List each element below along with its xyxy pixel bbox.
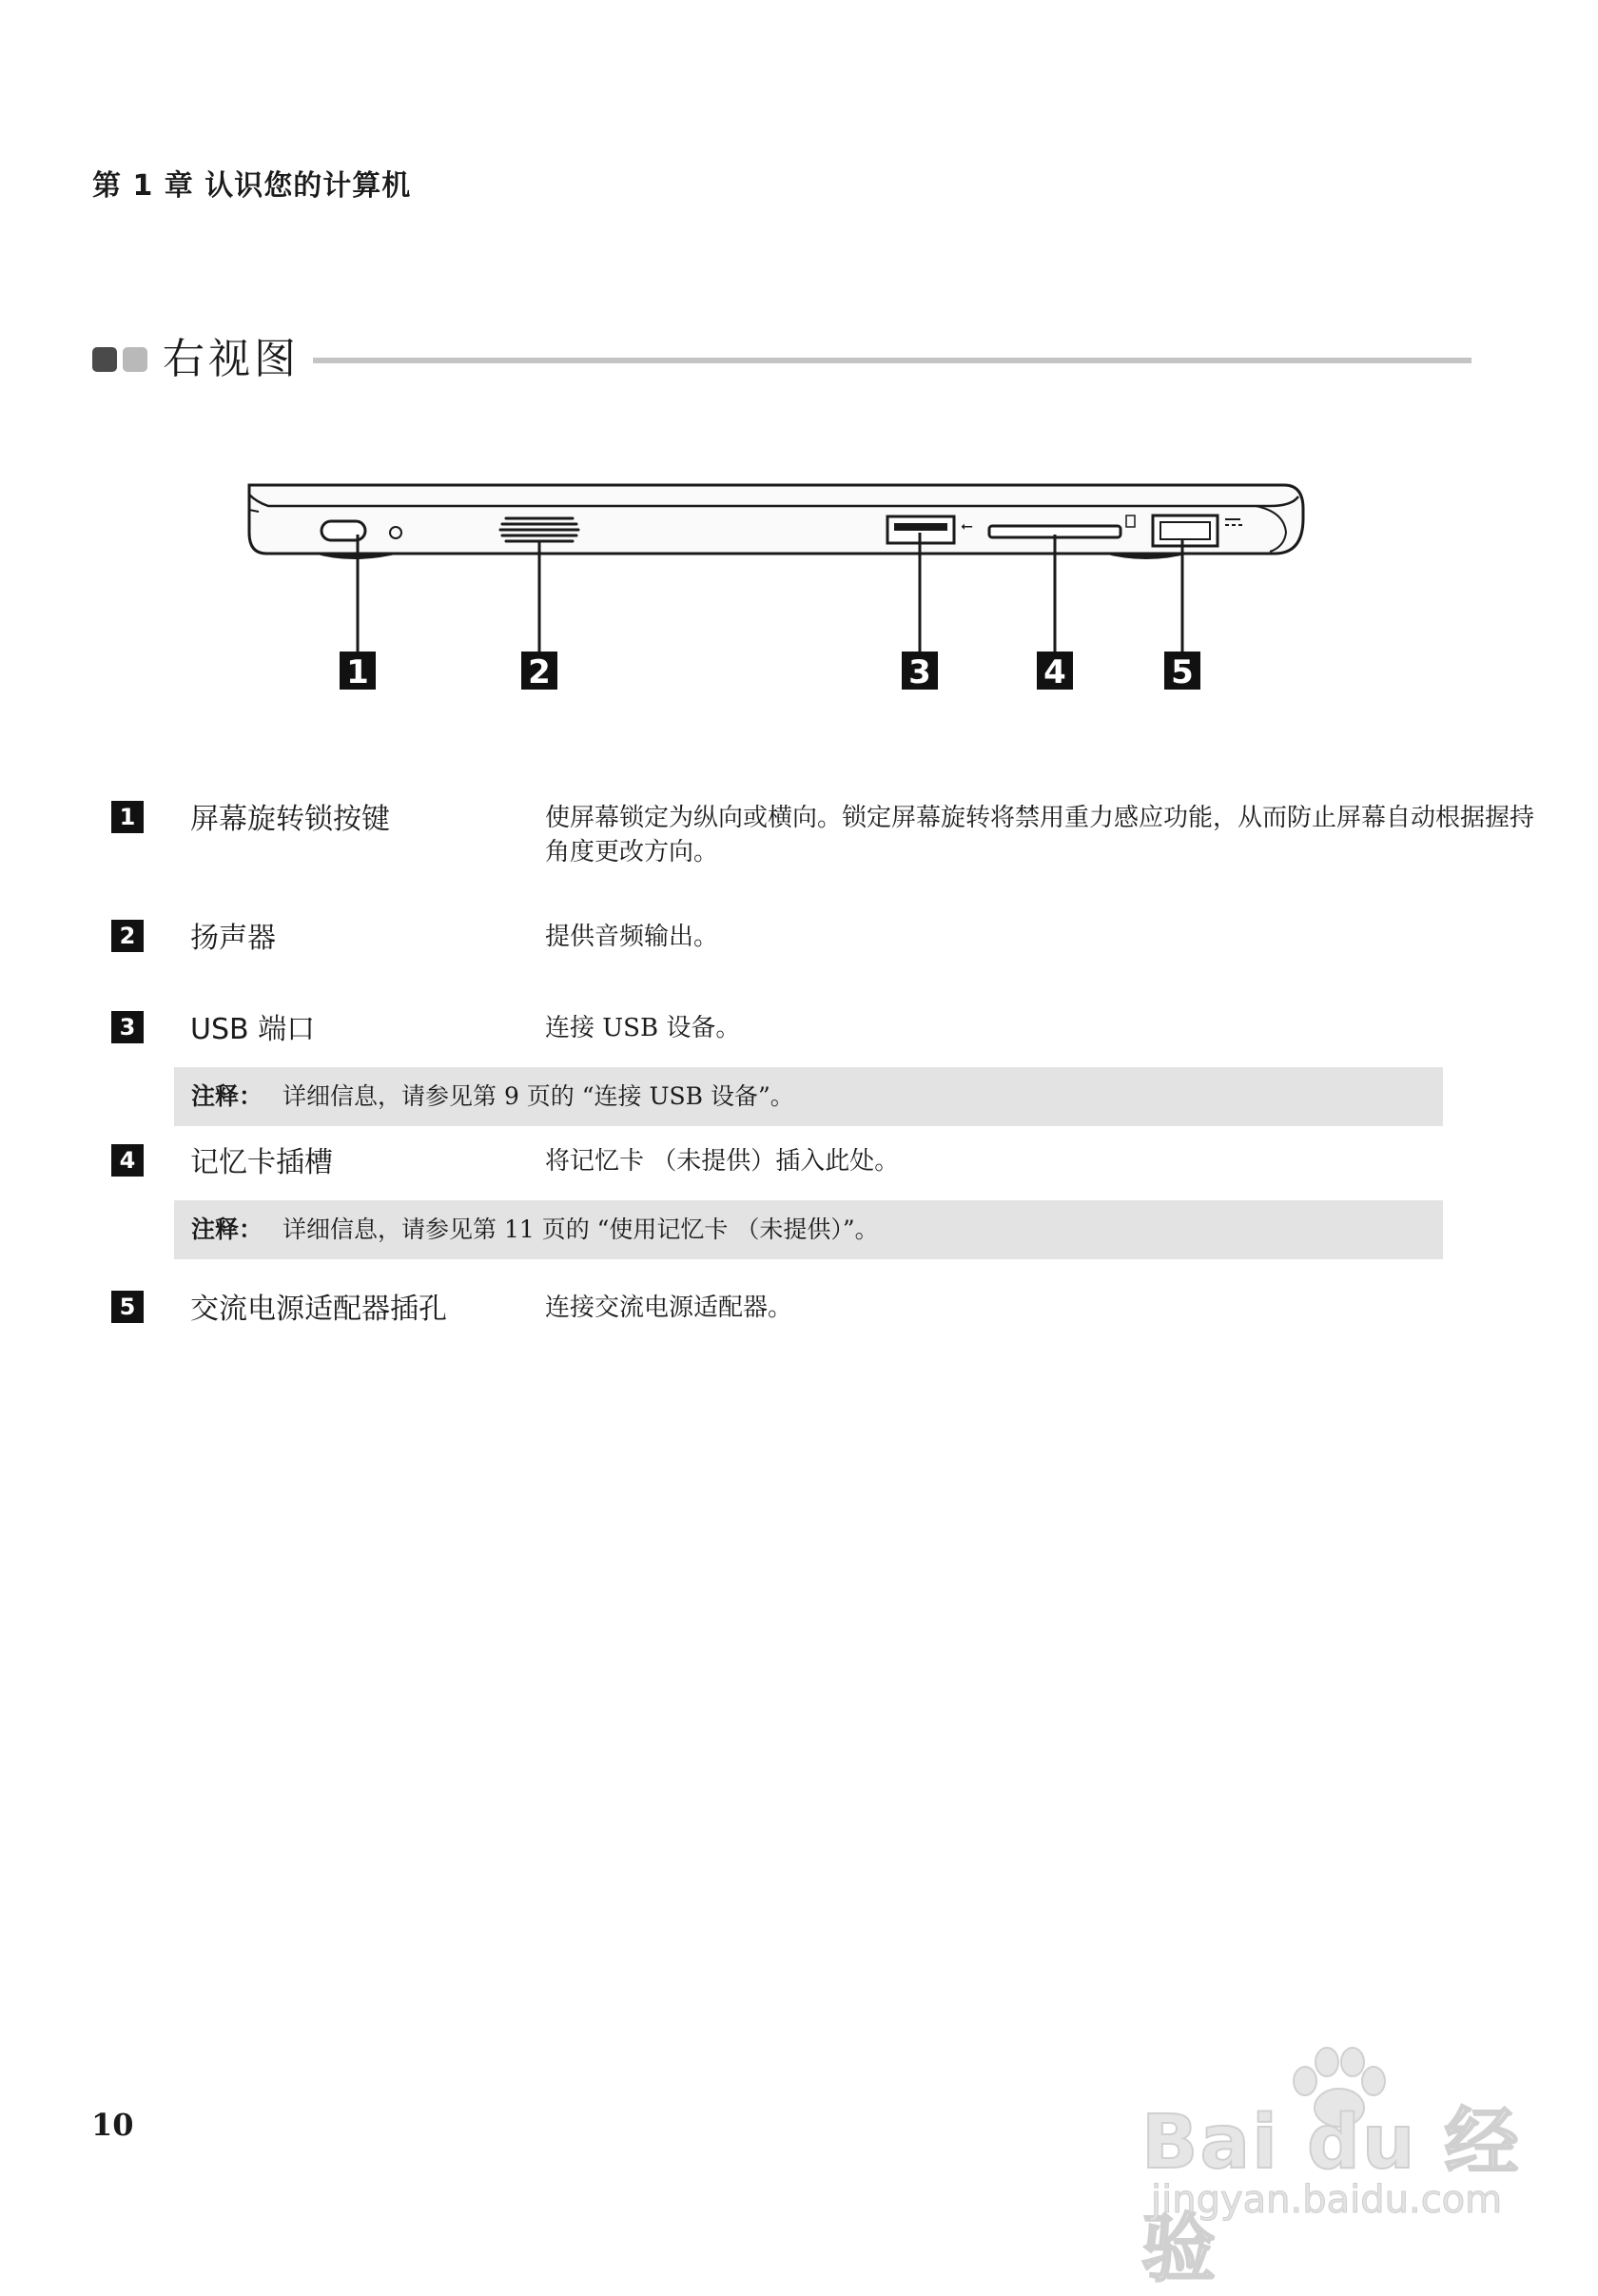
callout-box-2 <box>521 652 557 691</box>
item-number-badge: 2 <box>111 920 144 952</box>
ac-jack-shape <box>1153 516 1218 546</box>
watermark-url: jingyan.baidu.com <box>1151 2178 1503 2222</box>
item-name: 屏幕旋转锁按键 <box>190 803 390 836</box>
usb-icon: ⭠ <box>961 516 973 535</box>
item-description: 连接 USB 设备。 <box>545 1014 741 1042</box>
section-marker-light <box>123 347 147 372</box>
note-box <box>174 1200 1443 1259</box>
item-number-badge: 5 <box>111 1291 144 1323</box>
callout-box-5 <box>1164 652 1200 691</box>
callout-box-4 <box>1037 652 1073 691</box>
item-number-badge: 4 <box>111 1144 144 1177</box>
item-description: 提供音频输出。 <box>545 923 719 951</box>
right-view-diagram <box>228 466 1322 704</box>
item-name: 扬声器 <box>190 922 276 955</box>
chapter-header: 第 1 章 认识您的计算机 <box>92 169 412 203</box>
note-box <box>174 1067 1443 1126</box>
item-description: 将记忆卡 （未提供）插入此处。 <box>545 1147 900 1176</box>
item-number-badge: 3 <box>111 1011 144 1043</box>
note-text: 详细信息，请参见第 9 页的 “连接 USB 设备”。 <box>283 1082 794 1110</box>
callout-3-label: 3 <box>908 653 931 691</box>
callout-box-3 <box>902 652 938 691</box>
callout-4-label: 4 <box>1043 653 1066 691</box>
note-label: 注释： <box>191 1216 263 1243</box>
section-title: 右视图 <box>163 335 300 383</box>
title-rule <box>313 358 1471 363</box>
watermark-logo: Bai du 经验 <box>1141 2100 1521 2292</box>
item-name: USB 端口 <box>190 1013 316 1046</box>
item-number-badge: 1 <box>111 801 144 833</box>
laptop-side-outline <box>249 485 1303 554</box>
baidu-watermark <box>1141 2026 1522 2292</box>
callout-box-1 <box>340 652 376 691</box>
item-description: 连接交流电源适配器。 <box>545 1294 793 1322</box>
callout-2-label: 2 <box>528 653 551 691</box>
note-text: 详细信息，请参见第 11 页的 “使用记忆卡 （未提供）”。 <box>283 1216 879 1243</box>
section-marker-dark <box>92 347 117 372</box>
section-title-row <box>92 333 1471 390</box>
callout-5-label: 5 <box>1171 653 1194 691</box>
item-name: 记忆卡插槽 <box>190 1146 333 1179</box>
item-description: 使屏幕锁定为纵向或横向。锁定屏幕旋转将禁用重力感应功能，从而防止屏幕自动根据握持角度更改方向。 <box>545 804 1535 866</box>
laptop-foot-right <box>1103 554 1189 559</box>
note-label: 注释： <box>191 1082 263 1110</box>
page-number: 10 <box>91 2107 134 2143</box>
item-name: 交流电源适配器插孔 <box>190 1293 447 1326</box>
callout-1-label: 1 <box>346 653 369 691</box>
